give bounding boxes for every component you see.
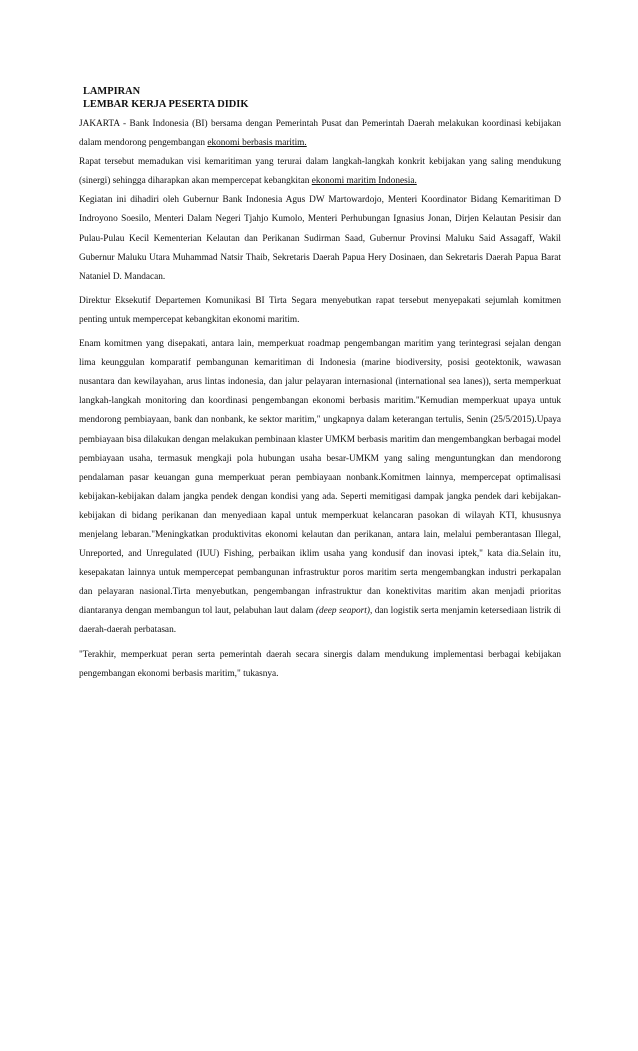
paragraph-komitmen-end: , dan logistik serta menjamin ketersediaan listrik di daerah-daerah perbatasan. <box>79 606 561 636</box>
paragraph-intro-text: JAKARTA - Bank Indonesia (BI) bersama dengan Pemerintah Pusat dan Pemerintah Daerah melakukan koordinasi kebijakan dalam mendorong pengembangan <box>79 119 561 149</box>
link-ekonomi-berbasis-maritim[interactable]: ekonomi berbasis maritim. <box>207 138 307 149</box>
link-ekonomi-maritim-indonesia[interactable]: ekonomi maritim Indonesia. <box>311 176 417 187</box>
document-page <box>79 86 561 684</box>
heading-lampiran: LAMPIRAN <box>83 86 141 97</box>
paragraph-direktur: Direktur Eksekutif Departemen Komunikasi BI Tirta Segara menyebutkan rapat tersebut menyepakati sejumlah komitmen penting untuk mempercepat kebangkitan ekonomi maritim. <box>79 295 561 325</box>
paragraph-komitmen-text: Enam komitmen yang disepakati, antara lain, memperkuat roadmap pengembangan maritim yang terintegrasi sejalan dengan lima keunggulan komparatif pembangunan kemaritiman di Indonesia (marine biodiversity, posisi geotektonik, wawasan nusantara dan kewilayahan, arus lintas indonesia, dan jalur pelayaran internasional (international sea lanes)), serta memperkuat langkah-langkah monitoring dan koordinasi pengembangan ekonomi berbasis maritim."Kemudian memperkuat upaya untuk mendorong pembiayaan, bank dan nonbank, ke sektor maritim," ungkapnya dalam keterangan tertulis, Senin (25/5/2015).Upaya pembiayaan bisa dilakukan dengan melakukan pembinaan klaster UMKM berbasis maritim dan mengembangkan berbagai model pembiayaan usaha, termasuk mengkaji pola hubungan usaha besar-UMKM yang saling menguntungkan dan mendorong pendalaman pasar keuangan guna memperkuat peran pembiayaan nonbank.Komitmen lainnya, mempercepat optimalisasi kebijakan-kebijakan dalam jangka pendek dengan kondisi yang ada. Seperti memitigasi dampak jangka pendek dari kebijakan-kebijakan di bidang perikanan dan menyediaan kapal untuk memperkuat kelancaran pasokan di wilayah KTI, khususnya menjelang lebaran."Meningkatkan produktivitas ekonomi kelautan dan perikanan, antara lain, melalui pemberantasan Illegal, Unreported, and Unregulated (IUU) Fishing, perbaikan iklim usaha yang kondusif dan inovasi iptek," kata dia.Selain itu, kesepakatan lainnya untuk mempercepat pembangunan infrastruktur poros maritim serta mengembangkan industri perkapalan dan pelayaran nasional.Tirta menyebutkan, pengembangan infrastruktur dan konektivitas maritim akan menjadi prioritas diantaranya dengan membangun tol laut, pelabuhan laut dalam <box>79 339 561 617</box>
paragraph-rapat-text: Rapat tersebut memadukan visi kemaritiman yang terurai dalam langkah-langkah konkrit kebijakan yang saling mendukung (sinergi) sehingga diharapkan akan mempercepat kebangkitan <box>79 157 561 187</box>
heading-lembar-kerja: LEMBAR KERJA PESERTA DIDIK <box>83 98 249 110</box>
paragraph-intro <box>79 115 561 153</box>
paragraph-kegiatan: Kegiatan ini dihadiri oleh Gubernur Bank Indonesia Agus DW Martowardojo, Menteri Koordinator Bidang Kemaritiman D Indroyono Soesilo, Menteri Dalam Negeri Tjahjo Kumolo, Menteri Perhubungan Ignasius Jonan, Dirjen Kelautan Pesisir dan Pulau-Pulau Kecil Kementerian Kelautan dan Perikanan Sudirman Saad, Gubernur Provinsi Maluku Said Assagaff, Wakil Gubernur Maluku Utara Muhammad Natsir Thaib, Sekretaris Daerah Papua Hery Dosinaen, dan Sekretaris Daerah Papua Barat Nataniel D. Mandacan. <box>79 195 561 282</box>
paragraph-komitmen <box>79 335 561 641</box>
italic-deep-seaport: (deep seaport) <box>315 606 370 617</box>
paragraph-penutup: "Terakhir, memperkuat peran serta pemerintah daerah secara sinergis dalam mendukung implementasi berbagai kebijakan pengembangan ekonomi berbasis maritim," tukasnya. <box>79 649 561 679</box>
paragraph-rapat <box>79 153 561 191</box>
